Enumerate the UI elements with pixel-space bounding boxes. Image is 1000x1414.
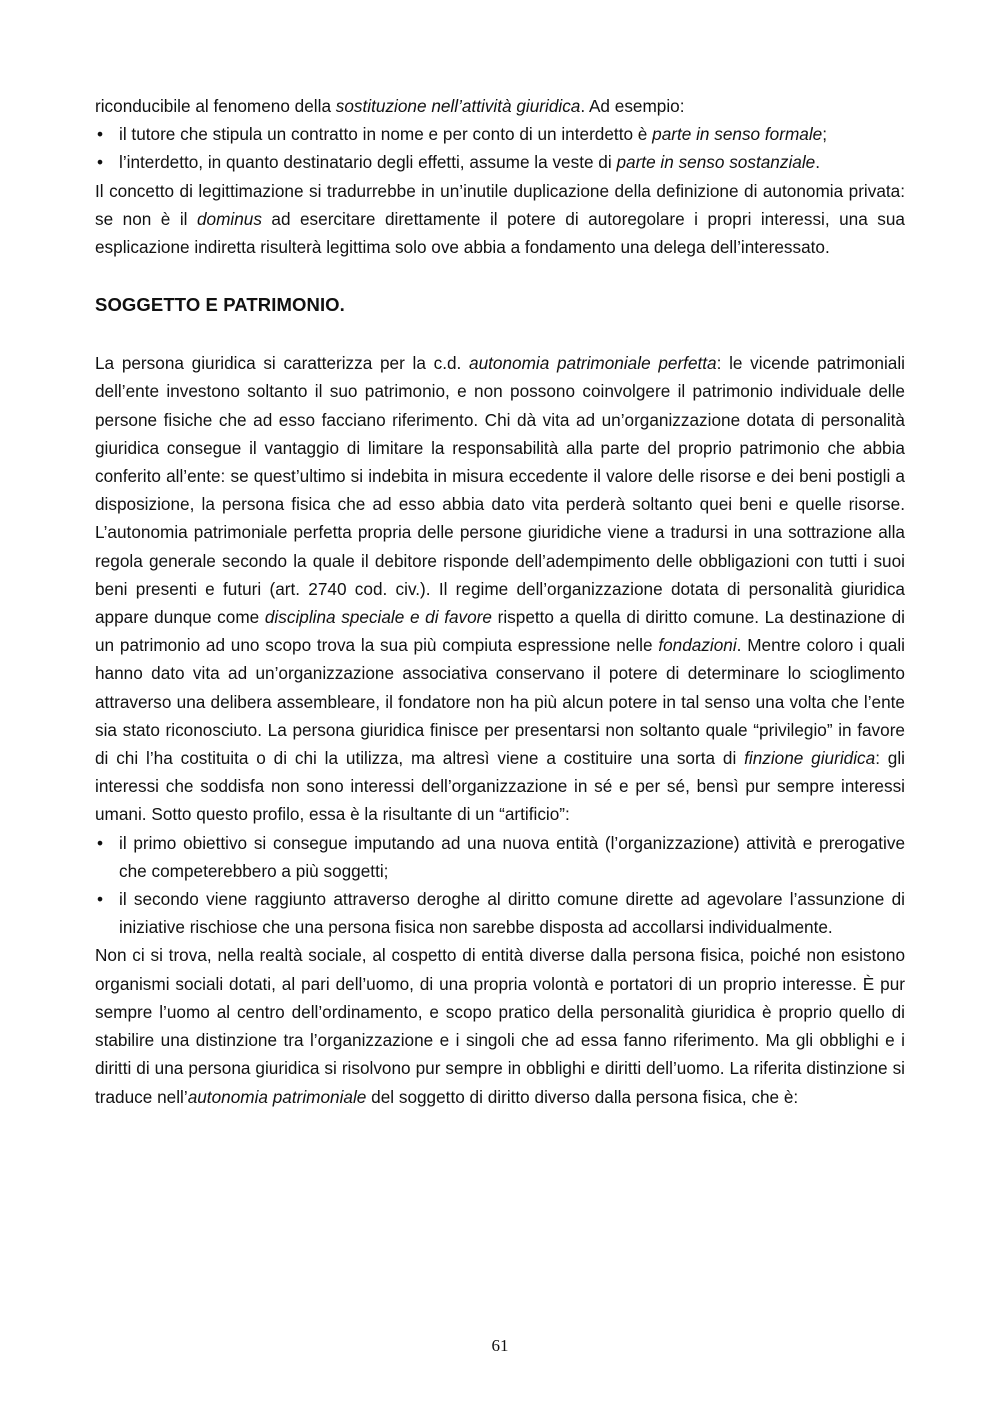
bullet-icon: •	[97, 832, 104, 853]
intro-paragraph: riconducibile al fenomeno della sostituzione nell’attività giuridica. Ad esempio:	[95, 96, 685, 116]
paragraph-legittimazione: Il concetto di legittimazione si tradurrebbe in un’inutile duplicazione della definizione di autonomia privata: se non è il dominus ad esercitare direttamente il potere di autoregolare i propri interessi, una sua esplicazione indiretta risulterà legittima solo ove abbia a fondamento una delega dell’interessato.	[95, 180, 905, 258]
document-page	[95, 92, 905, 1111]
bullet-icon: •	[97, 124, 104, 145]
bullet-list-objectives	[95, 829, 905, 942]
section-heading: SOGGETTO E PATRIMONIO.	[95, 294, 345, 316]
bullet-icon: •	[97, 889, 104, 910]
bullet-list-parties	[95, 120, 905, 176]
list-item: • il secondo viene raggiunto attraverso deroghe al diritto comune dirette ad agevolare l’assunzione di iniziative rischiose che una persona fisica non sarebbe disposta ad accollarsi individualmente.	[95, 885, 905, 941]
paragraph-realta-sociale: Non ci si trova, nella realtà sociale, al cospetto di entità diverse dalla persona fisica, poiché non esistono organismi sociali dotati, al pari dell’uomo, di una propria volontà e portatori di un proprio interesse. È pur sempre l’uomo al centro dell’ordinamento, e scopo pratico della personalità giuridica è proprio quello di stabilire una distinzione tra l’organizzazione e i singoli che ad essa fanno riferimento. Ma gli obblighi e i diritti di una persona giuridica si risolvono pur sempre in obblighi e diritti dell’uomo. La riferita distinzione si traduce nell’autonomia patrimoniale del soggetto di diritto diverso dalla persona fisica, che è:	[95, 945, 905, 1107]
list-item: • il primo obiettivo si consegue imputando ad una nuova entità (l’organizzazione) attività e prerogative che competerebbero a più soggetti;	[95, 829, 905, 885]
list-item: • l’interdetto, in quanto destinatario degli effetti, assume la veste di parte in senso sostanziale.	[95, 148, 905, 176]
bullet-icon: •	[97, 152, 104, 173]
list-item: • il tutore che stipula un contratto in nome e per conto di un interdetto è parte in senso formale;	[95, 120, 905, 148]
page-number: 61	[491, 1336, 509, 1355]
paragraph-persona-giuridica: La persona giuridica si caratterizza per la c.d. autonomia patrimoniale perfetta: le vicende patrimoniali dell’ente investono soltanto il suo patrimonio, e non possono coinvolgere il patrimonio individuale delle persone fisiche che ad esso facciano riferimento. Chi dà vita ad un’organizzazione dotata di personalità giuridica consegue il vantaggio di limitare la responsabilità alla parte del proprio patrimonio che abbia conferito all’ente: se quest’ultimo si indebita in misura eccedente il valore delle risorse e dei beni postigli a disposizione, la persona fisica che ad esso abbia dato vita perderà soltanto quei beni e quelle risorse. L’autonomia patrimoniale perfetta propria delle persone giuridiche viene a tradursi in una sottrazione alla regola generale secondo la quale il debitore risponde dell’adempimento delle obbligazioni con tutti i suoi beni presenti e futuri (art. 2740 cod. civ.). Il regime dell’organizzazione dotata di personalità giuridica appare dunque come disciplina speciale e di favore rispetto a quella di diritto comune. La destinazione di un patrimonio ad uno scopo trova la sua più compiuta espressione nelle fondazioni. Mentre coloro i quali hanno dato vita ad un’organizzazione associativa conservano il potere di determinare lo scioglimento attraverso una delibera assembleare, il fondatore non ha più alcun potere in tal senso una volta che l’ente sia stato riconosciuto. La persona giuridica finisce per presentarsi non soltanto quale “privilegio” in favore di chi l’ha costituita o di chi la utilizza, ma altresì viene a costituire una sorta di finzione giuridica: gli interessi che soddisfa non sono interessi dell’organizzazione in sé e per sé, bensì pur sempre interessi umani. Sotto questo profilo, essa è la risultante di un “artificio”:	[95, 353, 905, 825]
